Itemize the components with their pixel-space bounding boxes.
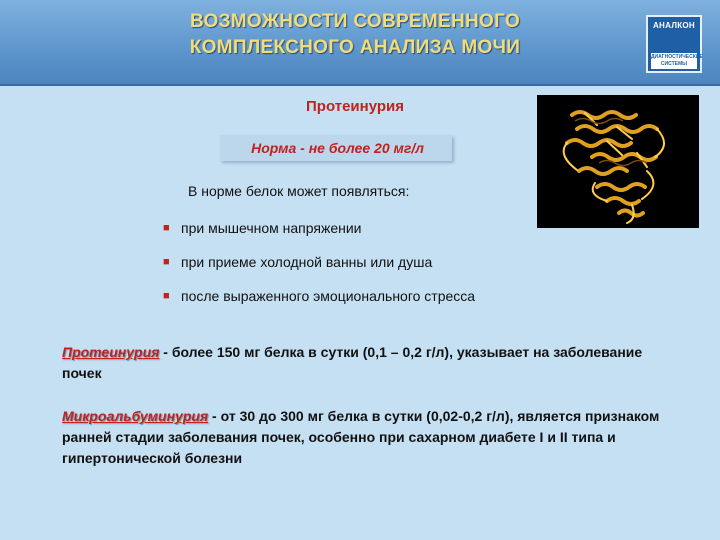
proteinuria-term: Протеинурия (62, 344, 160, 360)
list-item (163, 220, 475, 254)
norm-value: Норма - не более 20 мг/л (251, 140, 424, 156)
list-item-text: при приеме холодной ванны или душа (181, 254, 433, 270)
list-item (163, 254, 475, 288)
microalbuminuria-paragraph (62, 406, 692, 469)
microalbuminuria-term: Микроальбуминурия (62, 408, 209, 424)
bullet-list (163, 220, 475, 322)
logo-name: АНАЛКОН (652, 21, 696, 30)
protein-structure-image (537, 95, 699, 228)
intro-text: В норме белок может появляться: (188, 183, 410, 199)
list-item (163, 288, 475, 322)
slide-title-line2: КОМПЛЕКСНОГО АНАЛИЗА МОЧИ (189, 37, 521, 58)
slide-title-line1: ВОЗМОЖНОСТИ СОВРЕМЕННОГО (189, 11, 521, 32)
list-item-text: при мышечном напряжении (181, 220, 362, 236)
red-square-bullet-icon: ■ (163, 222, 170, 234)
red-square-bullet-icon: ■ (163, 256, 170, 268)
protein-structure-icon (537, 95, 699, 228)
red-square-bullet-icon: ■ (163, 290, 170, 302)
slide-header (0, 0, 720, 86)
proteinuria-description: - более 150 мг белка в сутки (0,1 – 0,2 г/л), указывает на заболевание почек (62, 344, 643, 381)
section-subtitle: Протеинурия (306, 98, 404, 115)
list-item-text: после выраженного эмоционального стресса (181, 288, 476, 304)
microalbuminuria-description: - от 30 до 300 мг белка в сутки (0,02-0,2 г/л), является признаком ранней стадии заболевания почек, особенно при сахарном диабете I и II типа и гипертонической болезни (62, 408, 660, 466)
logo-subtitle: ДИАГНОСТИЧЕСКИЕ СИСТЕМЫ (651, 54, 703, 67)
analkon-logo (646, 15, 702, 73)
slide-title (95, 9, 615, 61)
proteinuria-paragraph (62, 342, 682, 384)
